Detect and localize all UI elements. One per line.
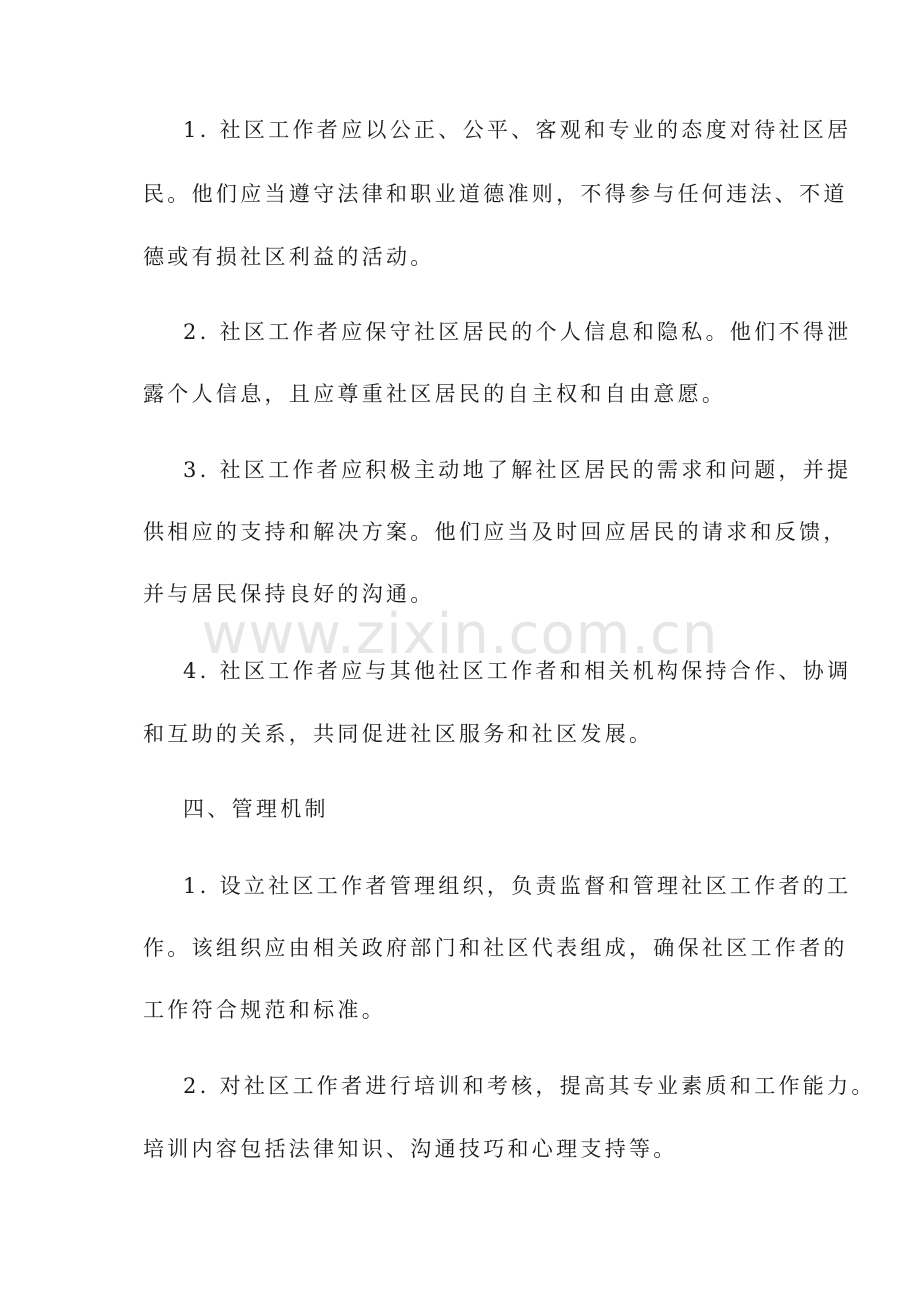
paragraph-5-line-2: 作。该组织应由相关政府部门和社区代表组成，确保社区工作者的 [143, 936, 848, 960]
paragraph-2-line-2: 露个人信息，且应尊重社区居民的自主权和自由意愿。 [143, 382, 727, 406]
paragraph-1-line-3: 德或有损社区利益的活动。 [143, 245, 435, 269]
paragraph-4-line-2: 和互助的关系，共同促进社区服务和社区发展。 [143, 722, 654, 746]
watermark: www.zixin.com.cn [201, 602, 719, 667]
paragraph-6-line-1: 2. 对社区工作者进行培训和考核，提高其专业素质和工作能力。 [183, 1074, 876, 1098]
paragraph-5-line-3: 工作符合规范和标准。 [143, 998, 386, 1022]
section-heading: 四、管理机制 [183, 797, 329, 821]
paragraph-2-line-1: 2. 社区工作者应保守社区居民的个人信息和隐私。他们不得泄 [183, 320, 852, 344]
paragraph-3-line-3: 并与居民保持良好的沟通。 [143, 582, 435, 606]
paragraph-4-line-1: 4. 社区工作者应与其他社区工作者和相关机构保持合作、协调 [183, 659, 852, 683]
paragraph-6-line-2: 培训内容包括法律知识、沟通技巧和心理支持等。 [143, 1137, 678, 1161]
paragraph-3-line-1: 3. 社区工作者应积极主动地了解社区居民的需求和问题，并提 [183, 458, 852, 482]
paragraph-1-line-2: 民。他们应当遵守法律和职业道德准则，不得参与任何违法、不道 [143, 182, 848, 206]
paragraph-3-line-2: 供相应的支持和解决方案。他们应当及时回应居民的请求和反馈， [143, 520, 848, 544]
paragraph-1-line-1: 1. 社区工作者应以公正、公平、客观和专业的态度对待社区居 [183, 118, 852, 142]
paragraph-5-line-1: 1. 设立社区工作者管理组织，负责监督和管理社区工作者的工 [183, 874, 852, 898]
